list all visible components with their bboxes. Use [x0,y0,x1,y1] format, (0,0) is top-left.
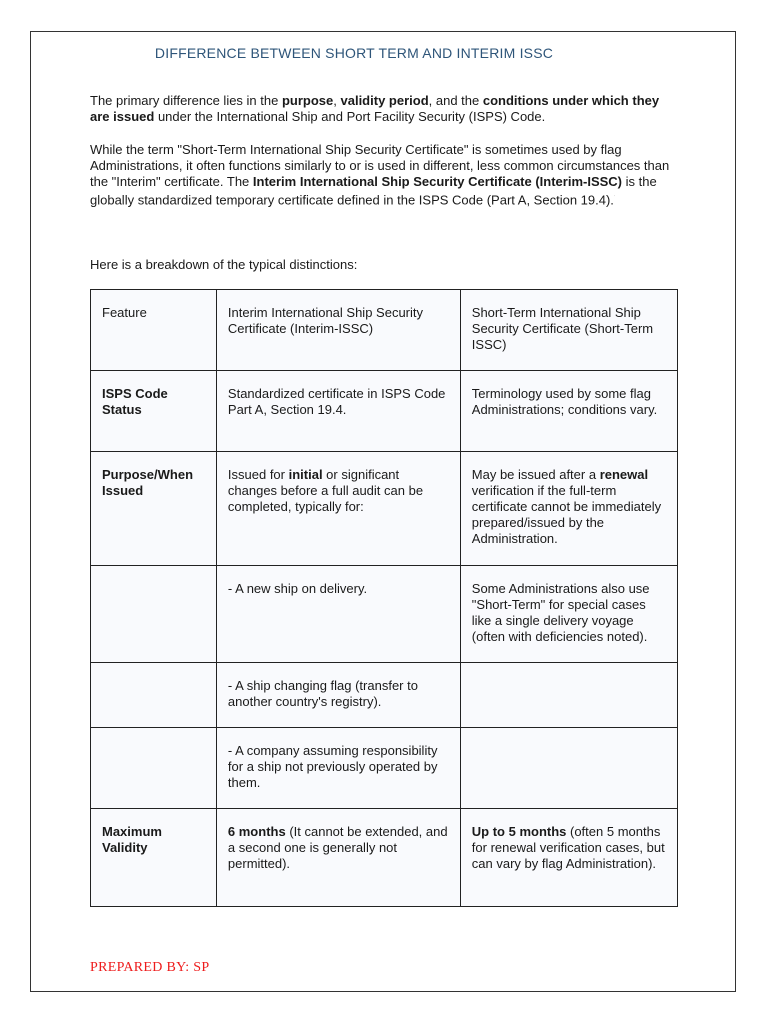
table-cell [91,809,217,907]
table-cell [216,566,460,663]
table-cell [91,452,217,566]
bold-text: conditions under which they are issued [90,93,660,124]
footnote-marker-icon: ˑ [613,195,616,201]
distinctions-table [90,289,678,907]
intro-paragraph-2 [90,142,680,208]
text-run: Interim International Ship Security Certificate (Interim-ISSC) [227,305,424,336]
text-run: (often 5 months for renewal verification cases, but can vary by flag Administration). [471,824,665,871]
table-row [91,663,678,728]
bold-text: ISPS Code Status [102,386,168,417]
text-run: Some Administrations also use "Short-Term" for special cases like a single delivery voyage (often with deficiencies noted). [471,581,650,644]
table-cell [460,728,677,809]
table-cell [91,728,217,809]
table-cell [216,728,460,809]
text-run: While the term "Short-Term International Ship Security Certificate" is sometimes used by flag Administrations, it often functions similarly to or is used in different, less common circumstances than the "Interim" certificate. The [90,142,670,189]
text-run: Issued for [227,467,289,482]
table-row [91,452,678,566]
table-row [91,809,678,907]
table-cell [460,452,677,566]
text-run: - A ship changing flag (transfer to another country's registry). [227,678,418,709]
bold-text: renewal [599,467,649,482]
table-cell [91,566,217,663]
text-run: Short-Term International Ship Security Certificate (Short-Term ISSC) [471,305,654,352]
bold-text: Maximum Validity [102,824,162,855]
table-cell [216,809,460,907]
text-run: , [333,93,341,108]
prepared-by: PREPARED BY: SP [90,960,210,975]
intro-paragraph-3: Here is a breakdown of the typical distinctions: [90,257,358,272]
table-cell [460,290,677,371]
bold-text: Interim International Ship Security Certificate (Interim-ISSC) [252,174,623,189]
text-run: - A company assuming responsibility for a ship not previously operated by them. [227,743,438,790]
table-row [91,371,678,452]
table-cell [460,371,677,452]
table-cell [216,371,460,452]
text-run: is the globally standardized temporary certificate defined in the ISPS Code (Part A, Section 19.4). [90,174,657,208]
bold-text: purpose [281,93,334,108]
text-run: The primary difference lies in the [90,93,282,108]
table-cell [216,452,460,566]
text-run: or significant changes before a full audit can be completed, typically for: [227,467,424,514]
bold-text: 6 months [227,824,286,839]
intro-paragraph-1 [90,93,680,125]
bold-text: Purpose/When Issued [102,467,194,498]
text-run: Feature [102,305,147,320]
bold-text: initial [288,467,323,482]
text-run: Terminology used by some flag Administrations; conditions vary. [471,386,658,417]
text-run: verification if the full-term certificate cannot be immediately prepared/issued by the Administration. [471,483,662,546]
table-cell [91,663,217,728]
table-body [91,290,678,907]
text-run: , and the [428,93,483,108]
bold-text: Up to 5 months [471,824,567,839]
text-run: (It cannot be extended, and a second one is generally not permitted). [227,824,448,871]
table-cell [460,566,677,663]
table-row [91,566,678,663]
text-run: May be issued after a [471,467,600,482]
bold-text: validity period [340,93,429,108]
text-run: Standardized certificate in ISPS Code Part A, Section 19.4. [227,386,446,417]
table-cell [91,371,217,452]
text-run: under the International Ship and Port Facility Security (ISPS) Code. [154,109,546,124]
table-cell [91,290,217,371]
table-cell [216,663,460,728]
table-row [91,728,678,809]
text-run: - A new ship on delivery. [227,581,368,596]
table-cell [460,809,677,907]
table-cell [460,663,677,728]
table-row [91,290,678,371]
document-title: DIFFERENCE BETWEEN SHORT TERM AND INTERIM ISSC [154,45,554,61]
table-cell [216,290,460,371]
